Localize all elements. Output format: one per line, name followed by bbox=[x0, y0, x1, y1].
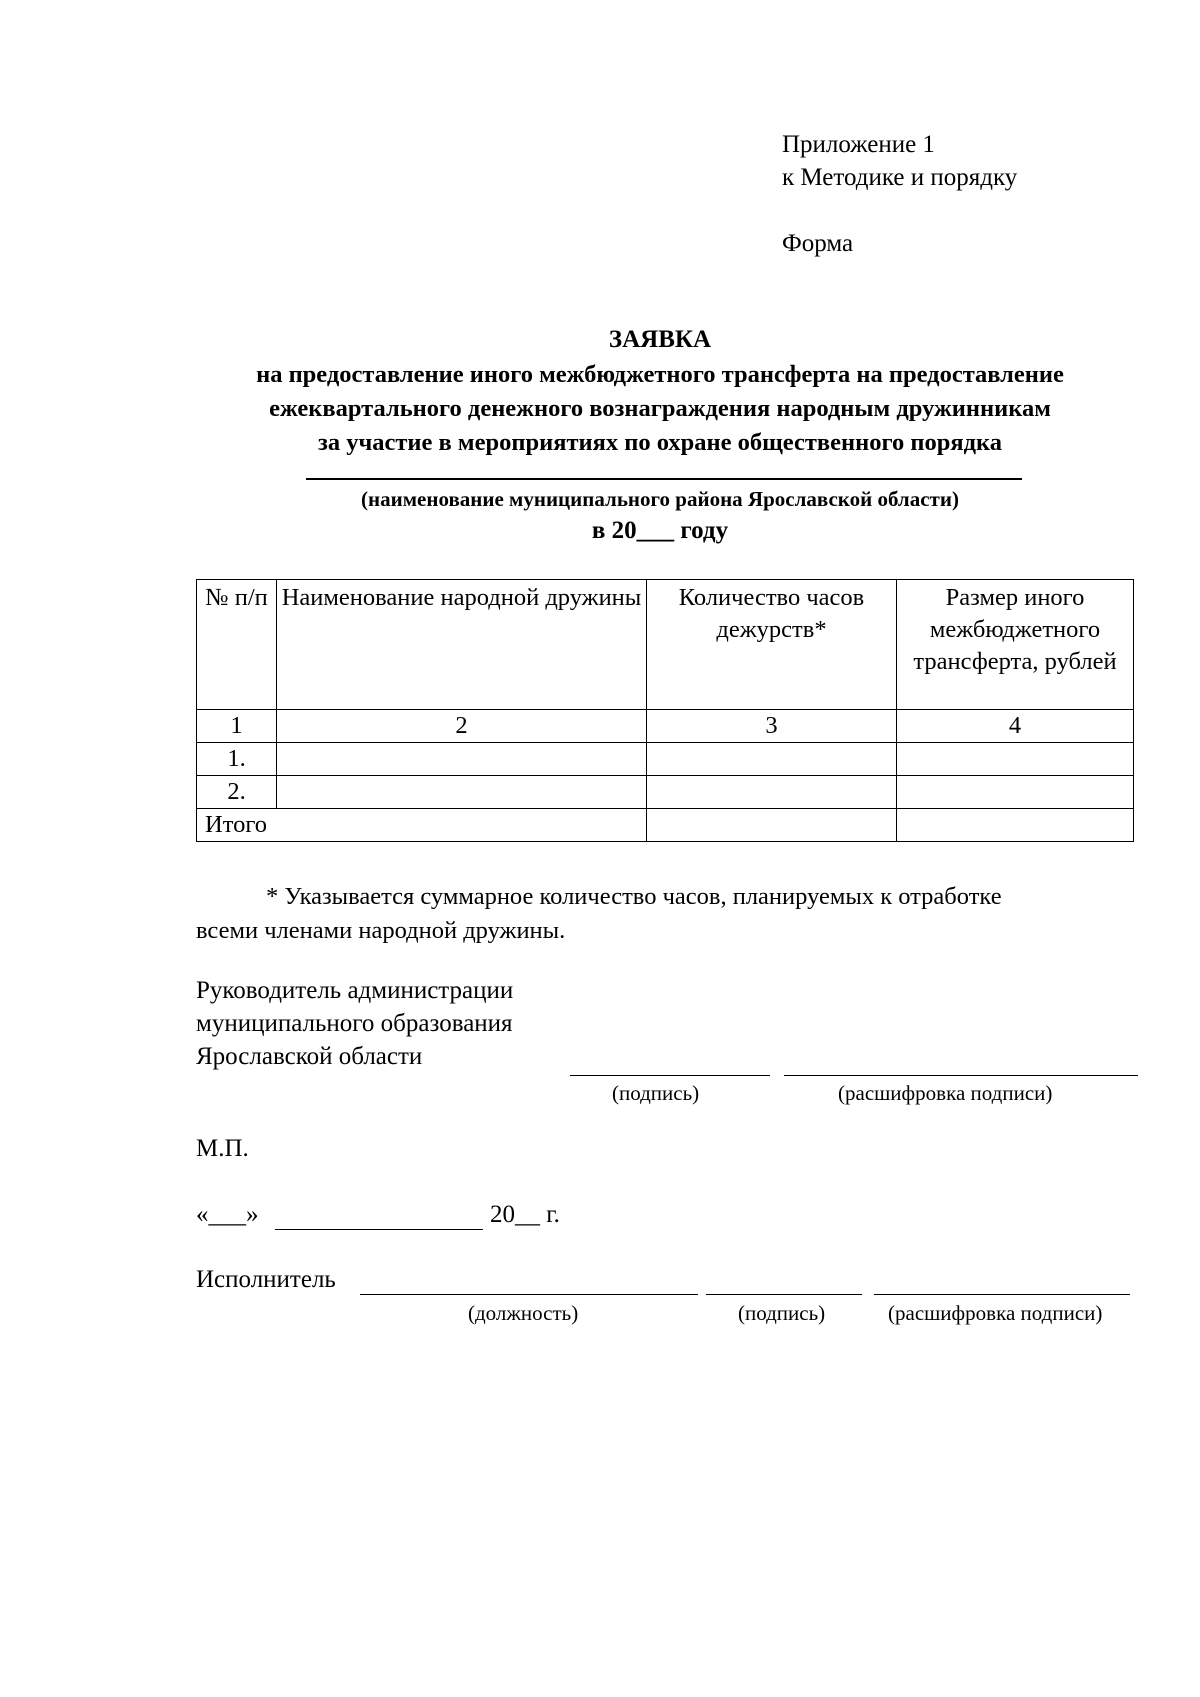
executor-label: Исполнитель bbox=[196, 1266, 336, 1293]
total-label: Итого bbox=[197, 809, 647, 842]
subtitle-line-2: ежеквартального денежного вознаграждения народным дружинникам bbox=[269, 395, 1051, 422]
date-year-prefix: 20 bbox=[490, 1201, 515, 1228]
executor-position-caption: (должность) bbox=[468, 1301, 579, 1325]
table-row bbox=[197, 776, 1134, 809]
squad-name-cell[interactable] bbox=[277, 776, 647, 809]
date-year-suffix: г. bbox=[540, 1201, 560, 1228]
transfer-amount-cell[interactable] bbox=[897, 743, 1134, 776]
table-column-numbers-row bbox=[197, 710, 1134, 743]
annex-line-2: к Методике и порядку bbox=[782, 164, 1018, 191]
footnote bbox=[196, 880, 1133, 948]
executor-signature-caption: (подпись) bbox=[738, 1301, 826, 1325]
annex-line-1: Приложение 1 bbox=[782, 131, 935, 158]
executor-decoding-caption: (расшифровка подписи) bbox=[888, 1301, 1103, 1325]
year-prefix: в 20 bbox=[591, 517, 637, 544]
form-label: Форма bbox=[782, 230, 854, 257]
date-close-quote: » bbox=[246, 1201, 259, 1228]
stamp-label: М.П. bbox=[196, 1135, 249, 1162]
head-signature-caption: (подпись) bbox=[612, 1081, 700, 1105]
row-number: 2. bbox=[197, 776, 277, 809]
date-line bbox=[196, 1198, 259, 1231]
head-title-line-3: Ярославской области bbox=[196, 1043, 423, 1070]
date-day-blank[interactable]: ___ bbox=[208, 1201, 246, 1228]
subtitle-line-1: на предоставление иного межбюджетного трансферта на предоставление bbox=[256, 361, 1064, 388]
table-header-row bbox=[197, 580, 1134, 710]
transfer-table bbox=[196, 579, 1134, 842]
year-suffix: году bbox=[674, 517, 729, 544]
head-title-line-2: муниципального образования bbox=[196, 1010, 513, 1037]
head-of-administration-block bbox=[196, 974, 513, 1073]
total-duty-hours-cell[interactable] bbox=[647, 809, 897, 842]
column-number-4: 4 bbox=[897, 710, 1134, 743]
header-transfer-amount: Размер иного межбюджетного трансферта, рублей bbox=[897, 580, 1134, 710]
year-line bbox=[190, 515, 1130, 547]
head-decoding-line[interactable] bbox=[784, 1075, 1138, 1076]
year-blank[interactable]: ___ bbox=[636, 517, 675, 544]
date-year bbox=[490, 1198, 560, 1231]
row-number: 1. bbox=[197, 743, 277, 776]
executor-decoding-line[interactable] bbox=[874, 1294, 1130, 1295]
annex-header bbox=[782, 128, 1017, 194]
date-open-quote: « bbox=[196, 1201, 209, 1228]
transfer-amount-cell[interactable] bbox=[897, 776, 1134, 809]
executor-signature-line[interactable] bbox=[706, 1294, 862, 1295]
column-number-3: 3 bbox=[647, 710, 897, 743]
header-number: № п/п bbox=[197, 580, 277, 710]
footnote-line-2: всеми членами народной дружины. bbox=[196, 917, 566, 944]
column-number-2: 2 bbox=[277, 710, 647, 743]
executor-position-line[interactable] bbox=[360, 1294, 698, 1295]
head-decoding-caption: (расшифровка подписи) bbox=[838, 1081, 1053, 1105]
date-month-line[interactable] bbox=[275, 1229, 483, 1230]
header-squad-name: Наименование народной дружины bbox=[277, 580, 647, 710]
document-title: ЗАЯВКА bbox=[608, 326, 712, 353]
district-caption: (наименование муниципального района Ярославской области) bbox=[361, 487, 959, 511]
squad-name-cell[interactable] bbox=[277, 743, 647, 776]
header-duty-hours: Количество часов дежурств* bbox=[647, 580, 897, 710]
district-fill-line[interactable] bbox=[306, 478, 1022, 480]
column-number-1: 1 bbox=[197, 710, 277, 743]
duty-hours-cell[interactable] bbox=[647, 776, 897, 809]
footnote-line-1: * Указывается суммарное количество часов, планируемых к отработке bbox=[266, 883, 1002, 910]
document-subtitle bbox=[190, 358, 1130, 460]
duty-hours-cell[interactable] bbox=[647, 743, 897, 776]
head-signature-line[interactable] bbox=[570, 1075, 770, 1076]
total-transfer-amount-cell[interactable] bbox=[897, 809, 1134, 842]
table-row bbox=[197, 743, 1134, 776]
date-year-blank[interactable]: __ bbox=[515, 1201, 540, 1228]
subtitle-line-3: за участие в мероприятиях по охране общественного порядка bbox=[317, 429, 1002, 456]
table-total-row bbox=[197, 809, 1134, 842]
head-title-line-1: Руководитель администрации bbox=[196, 977, 514, 1004]
